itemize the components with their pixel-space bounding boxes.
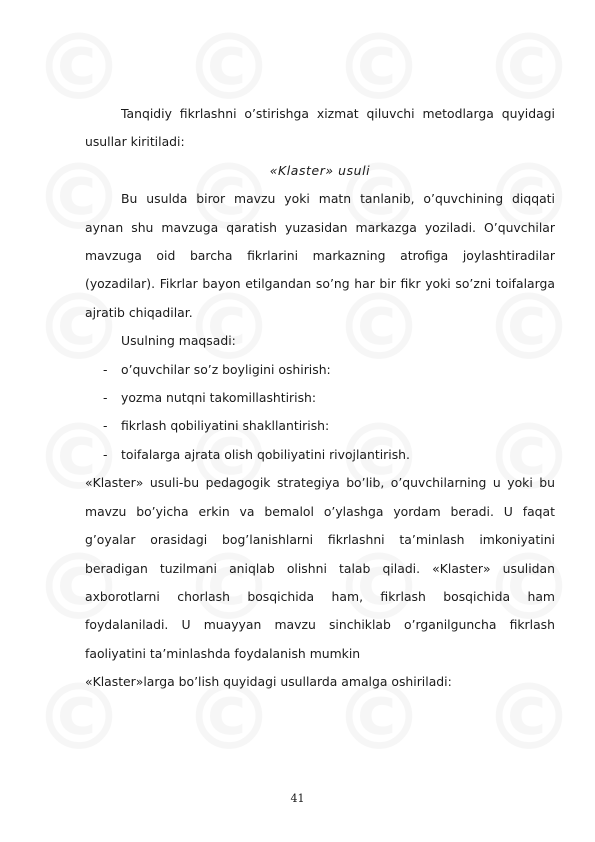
section-heading: «Klaster» usuli: [269, 162, 371, 178]
list-marker: -: [103, 418, 108, 434]
intro-paragraph: Tanqidiy fikrlashni o’stirishga xizmat qiluvchi metodlarga quyidagi usullar kiritiladi:: [85, 106, 555, 150]
list-item: [85, 356, 555, 384]
list-item-text: toifalarga ajrata olish qobiliyatini rivojlantirish.: [121, 446, 410, 462]
page-number: 41: [290, 792, 305, 805]
list-item-text: fikrlash qobiliyatini shakllantirish:: [121, 418, 330, 434]
list-item-text: yozma nutqni takomillashtirish:: [121, 390, 317, 406]
list-marker: -: [103, 446, 108, 462]
method-description-paragraph: Bu usulda biror mavzu yoki matn tanlanib, o’quvchining diqqati aynan shu mavzuga qaratish yuzasidan markazga yoziladi. O’quvchilar mavzuga oid barcha fikrlarini markazning atrofiga joylashtiradilar (yozadilar). Fikrlar bayon etilgandan so’ng har bir fikr yoki so’zni toifalarga ajratib chiqadilar.: [85, 191, 555, 320]
list-item: [85, 384, 555, 412]
list-item: [85, 412, 555, 440]
klaster-definition-paragraph: «Klaster» usuli-bu pedagogik strategiya bo’lib, o’quvchilarning u yoki bu mavzu bo’yicha erkin va bemalol o’ylashga yordam beradi. U faqat g’oyalar orasidagi bog’lanishlarni fikrlashni ta’minlash imkoniyatini beradigan tuzilmani aniqlab olishni talab qiladi. «Klaster» usulidan axborotlarni chorlash bosqichida ham, fikrlash bosqichida ham foydalaniladi. U muayyan mavzu sinchiklab o’rganilguncha fikrlash faoliyatini ta’minlashda foydalanish mumkin: [85, 475, 555, 661]
list-item: [85, 441, 555, 469]
goals-heading: Usulning maqsadi:: [121, 333, 236, 349]
list-item-text: o’quvchilar so’z boyligini oshirish:: [121, 361, 331, 377]
klaster-methods-paragraph: «Klaster»larga bo’lish quyidagi usullarda amalga oshiriladi:: [85, 674, 452, 690]
page-body: [85, 100, 555, 697]
list-marker: -: [103, 361, 108, 377]
list-marker: -: [103, 390, 108, 406]
